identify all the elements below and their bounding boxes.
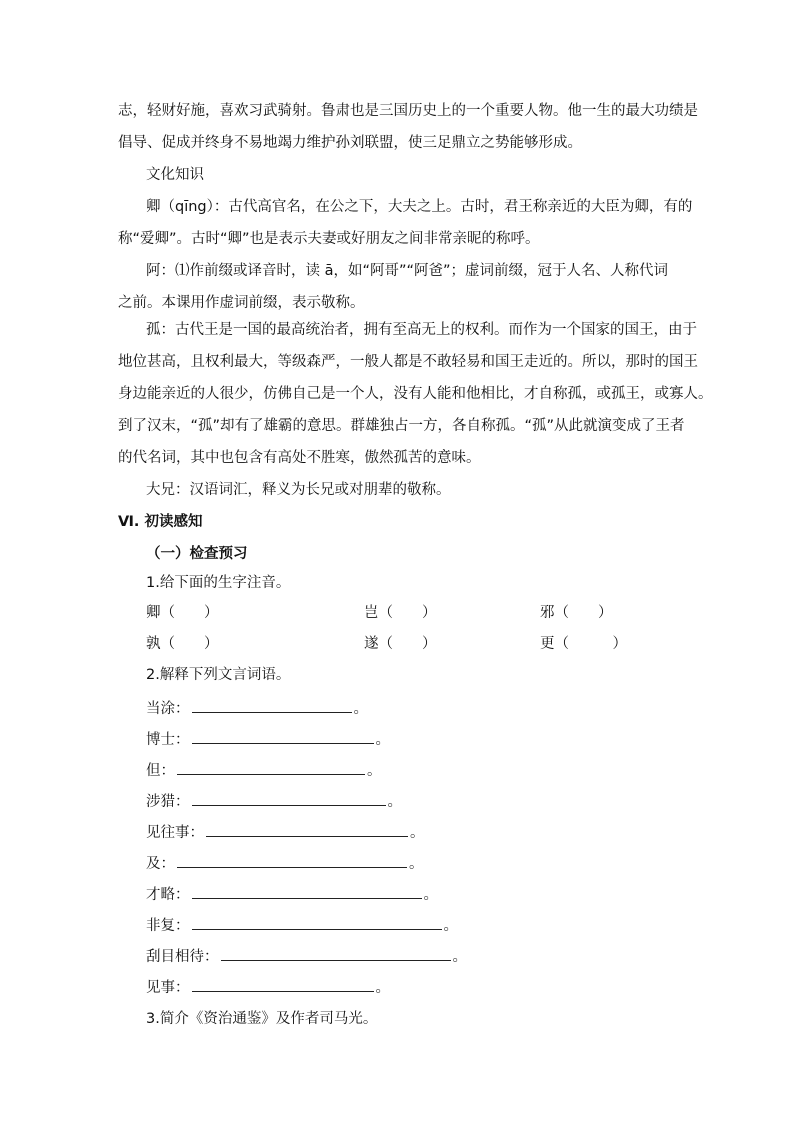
pinyin-item: 遂（ ） [364,636,437,652]
term-label: 见事： [146,980,190,996]
term-row [146,884,438,905]
answer-blank[interactable] [192,791,386,806]
body-text-line: 阿：⑴作前缀或译音时，读 ā，如“阿哥”“阿爸”；虚词前缀，冠于人名、人称代词 [146,263,669,279]
question-2: 2.解释下列文言词语。 [146,667,291,683]
term-period: 。 [375,732,390,748]
term-label: 才略： [146,887,190,903]
term-period: 。 [353,701,368,717]
answer-blank[interactable] [192,729,374,744]
answer-blank[interactable] [192,884,422,899]
pinyin-item: 孰（ ） [146,636,219,652]
term-row [146,729,390,750]
term-row [146,946,467,967]
term-period: 。 [367,763,382,779]
term-row [146,977,390,998]
body-text-line: 大兄：汉语词汇，释义为长兄或对朋辈的敬称。 [146,482,451,498]
term-period: 。 [423,887,438,903]
body-text-line: 之前。本课用作虚词前缀，表示敬称。 [118,295,365,311]
question-3: 3.简介《资治通鉴》及作者司马光。 [146,1011,378,1027]
pinyin-item: 邪（ ） [540,605,613,621]
term-row [146,791,402,812]
answer-blank[interactable] [192,698,352,713]
term-row [146,822,425,843]
body-text-line: 倡导、促成并终身不易地竭力维护孙刘联盟，使三足鼎立之势能够形成。 [118,135,582,151]
pinyin-item: 更（ ） [540,636,627,652]
term-period: 。 [452,949,467,965]
term-label: 见往事： [146,825,204,841]
answer-blank[interactable] [177,760,365,775]
term-label: 当涂： [146,701,190,717]
answer-blank[interactable] [192,977,374,992]
term-period: 。 [443,918,458,934]
term-row [146,698,368,719]
body-text-line: 身边能亲近的人很少，仿佛自己是一个人，没有人能和他相比，才自称孤，或孤王，或寡人。 [118,386,713,402]
body-text-line: 卿（qīng）：古代高官名，在公之下，大夫之上。古时，君王称亲近的大臣为卿，有的 [146,199,693,215]
section-heading: Ⅵ. 初读感知 [118,514,203,530]
term-period: 。 [375,980,390,996]
term-label: 及： [146,856,175,872]
pinyin-item: 岂（ ） [364,605,437,621]
term-period: 。 [410,825,425,841]
term-row [146,915,458,936]
term-period: 。 [387,794,402,810]
sub-heading: （一）检查预习 [146,546,248,562]
term-row [146,853,424,874]
term-row [146,760,382,781]
answer-blank[interactable] [192,915,442,930]
culture-knowledge-title: 文化知识 [146,167,204,183]
body-text-line: 志，轻财好施，喜欢习武骑射。鲁肃也是三国历史上的一个重要人物。他一生的最大功绩是 [118,103,698,119]
answer-blank[interactable] [177,853,407,868]
term-label: 非复： [146,918,190,934]
answer-blank[interactable] [206,822,408,837]
question-1: 1.给下面的生字注音。 [146,575,291,591]
term-label: 刮目相待： [146,949,219,965]
answer-blank[interactable] [221,946,451,961]
body-text-line: 到了汉末，“孤”却有了雄霸的意思。群雄独占一方，各自称孤。“孤”从此就演变成了王者 [118,418,685,434]
term-period: 。 [409,856,424,872]
body-text-line: 的代名词，其中也包含有高处不胜寒，傲然孤苦的意味。 [118,450,481,466]
term-label: 博士： [146,732,190,748]
body-text-line: 地位甚高，且权利最大，等级森严，一般人都是不敢轻易和国王走近的。所以，那时的国王 [118,354,698,370]
body-text-line: 孤：古代王是一国的最高统治者，拥有至高无上的权利。而作为一个国家的国王，由于 [146,322,697,338]
term-label: 涉猎： [146,794,190,810]
body-text-line: 称“爱卿”。古时“卿”也是表示夫妻或好朋友之间非常亲昵的称呼。 [118,231,540,247]
term-label: 但： [146,763,175,779]
pinyin-item: 卿（ ） [146,605,219,621]
